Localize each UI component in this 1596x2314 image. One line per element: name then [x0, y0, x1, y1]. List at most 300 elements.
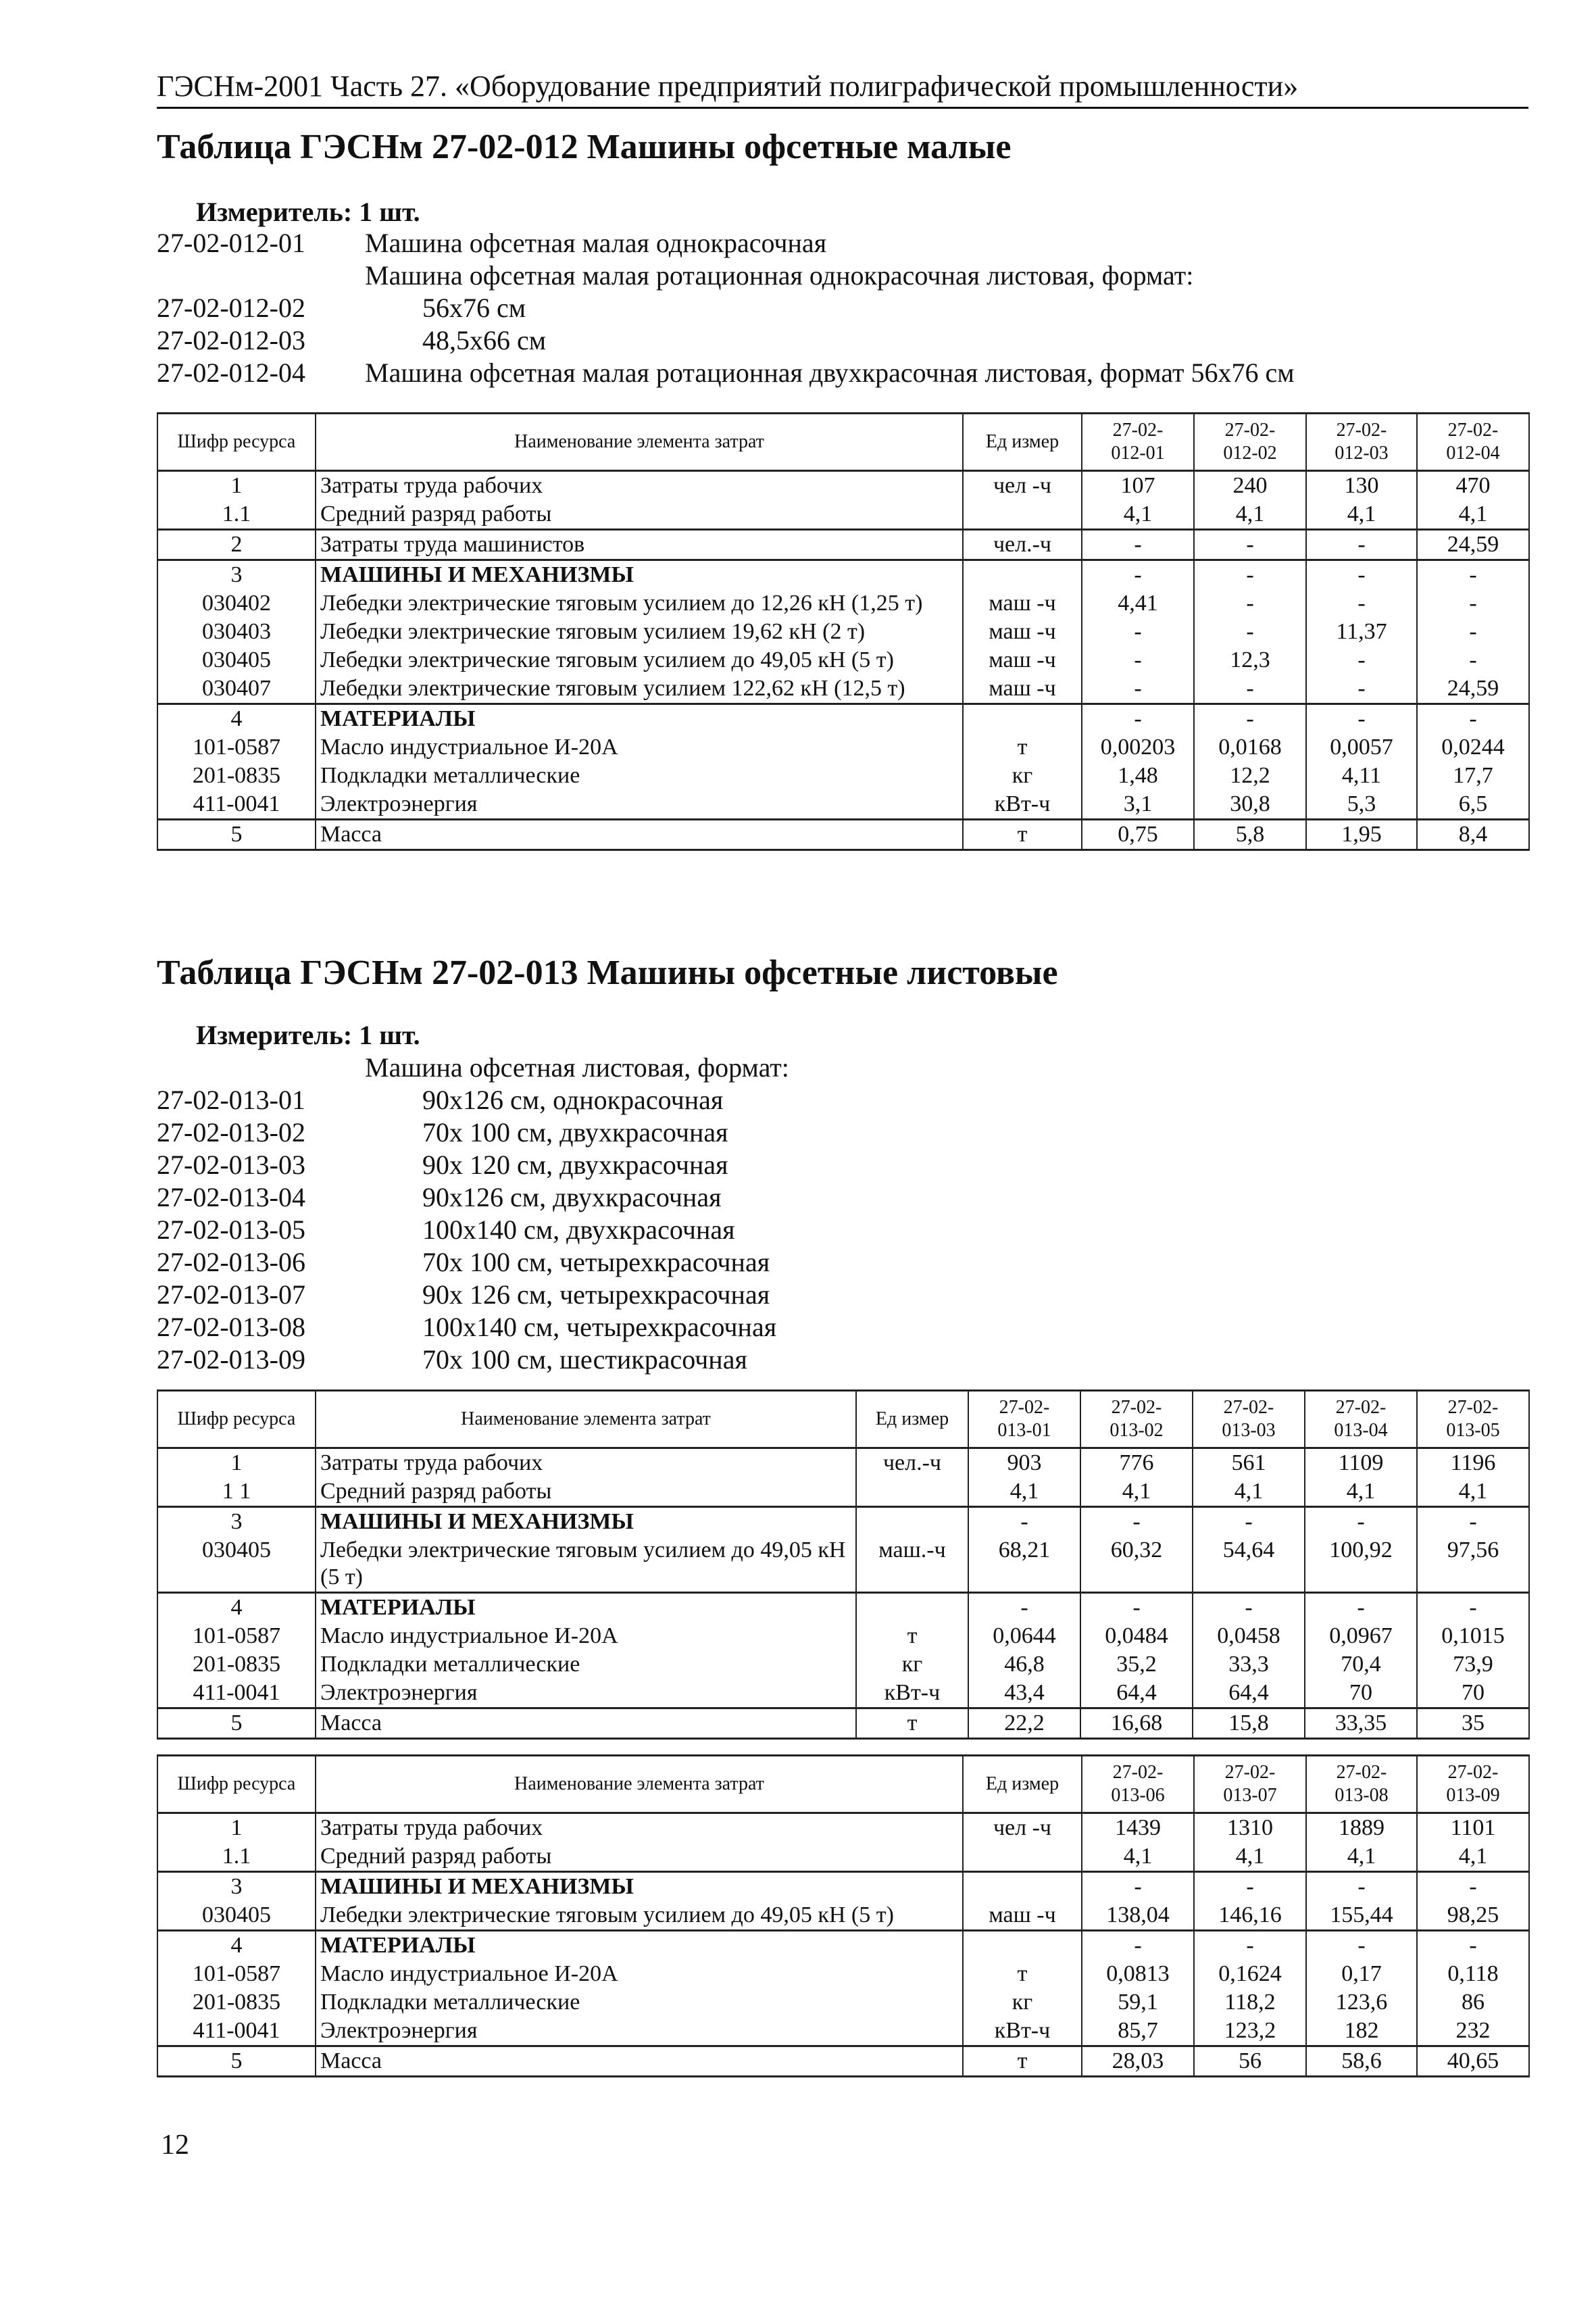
work-description: 70х 100 см, четырехкрасочная [422, 1247, 770, 1277]
table-row [157, 1679, 1529, 1708]
resource-code: 101-0587 [157, 733, 316, 762]
norm-value: 17,7 [1417, 762, 1529, 790]
resource-name: Масса [316, 1708, 856, 1739]
norm-value: 1196 [1417, 1448, 1529, 1478]
resource-name: Средний разряд работы [316, 1842, 963, 1872]
norm-value: - [1417, 1593, 1529, 1623]
resource-name: Лебедки электрические тяговым усилием до 12,26 кН (1,25 т) [316, 589, 963, 618]
norm-value: - [1082, 1931, 1194, 1961]
table-row [157, 618, 1529, 646]
resource-name: Масса [316, 820, 963, 850]
norm-value: 15,8 [1193, 1708, 1305, 1739]
norm-value: - [1306, 674, 1417, 704]
resource-name: Масло индустриальное И-20А [316, 733, 963, 762]
norm-value: 0,0244 [1417, 733, 1529, 762]
table-row [157, 500, 1529, 530]
norm-value: 0,17 [1306, 1960, 1417, 1988]
resource-name: Лебедки электрические тяговым усилием до 49,05 кН (5 т) [316, 646, 963, 674]
resource-code: 1 [157, 471, 316, 501]
resource-code: 411-0041 [157, 790, 316, 820]
resource-unit: т [963, 733, 1082, 762]
resource-unit: чел -ч [963, 471, 1082, 501]
norm-value: - [1417, 1872, 1529, 1902]
work-description: Машина офсетная малая ротационная двухкрасочная листовая, формат 56х76 см [365, 358, 1295, 388]
header-unit: Ед измер [963, 1756, 1082, 1813]
norm-value: 4,1 [1417, 1477, 1529, 1507]
resource-name: Подкладки металлические [316, 1988, 963, 2017]
table-title-27-02-013: Таблица ГЭСНм 27-02-013 Машины офсетные листовые [157, 954, 1058, 992]
norm-value: 0,1624 [1194, 1960, 1306, 1988]
norm-value: - [1417, 1507, 1529, 1537]
norm-value: 4,41 [1082, 589, 1194, 618]
code-list-item [157, 1214, 1528, 1246]
page-number: 12 [161, 2130, 189, 2161]
resource-unit: чел.-ч [963, 530, 1082, 560]
resource-code: 4 [157, 1931, 316, 1961]
resource-code: 030405 [157, 646, 316, 674]
header-name: Наименование элемента затрат [316, 1391, 856, 1448]
work-description: 90х126 см, однокрасочная [422, 1085, 724, 1115]
norm-value: 232 [1417, 2017, 1529, 2046]
header-norm-code: 27-02- 013-06 [1082, 1756, 1194, 1813]
norm-value: 28,03 [1082, 2046, 1194, 2077]
norm-value: 70 [1305, 1679, 1417, 1708]
resource-name: Средний разряд работы [316, 500, 963, 530]
norm-value: 12,2 [1194, 762, 1306, 790]
resource-unit: т [963, 2046, 1082, 2077]
resource-name: Средний разряд работы [316, 1477, 856, 1507]
norm-value: 12,3 [1194, 646, 1306, 674]
resource-table-27-02-013-a [157, 1389, 1530, 1740]
header-norm-code: 27-02- 013-03 [1193, 1391, 1305, 1448]
resource-name: МАТЕРИАЛЫ [316, 1931, 963, 1961]
norm-value: 54,64 [1193, 1536, 1305, 1593]
resource-name: Затраты труда рабочих [316, 1813, 963, 1843]
table-row [157, 2046, 1529, 2077]
norm-value: 0,0644 [968, 1622, 1080, 1650]
resource-unit [963, 704, 1082, 734]
norm-value: - [1194, 589, 1306, 618]
code-list-item [157, 357, 1528, 389]
norm-value: 155,44 [1306, 1901, 1417, 1931]
norm-value: 35 [1417, 1708, 1529, 1739]
work-description: 100х140 см, четырехкрасочная [422, 1312, 777, 1342]
resource-name: МАТЕРИАЛЫ [316, 704, 963, 734]
work-description: 90х 120 см, двухкрасочная [422, 1150, 728, 1180]
work-description: Машина офсетная листовая, формат: [365, 1052, 789, 1083]
resource-code: 1.1 [157, 500, 316, 530]
resource-code: 4 [157, 704, 316, 734]
norm-value: - [1082, 646, 1194, 674]
resource-name: Лебедки электрические тяговым усилием 122,62 кН (12,5 т) [316, 674, 963, 704]
header-name: Наименование элемента затрат [316, 1756, 963, 1813]
norm-value: 118,2 [1194, 1988, 1306, 2017]
code-list-item [157, 324, 1528, 357]
header-code: Шифр ресурса [157, 1756, 316, 1813]
norm-value: - [1306, 530, 1417, 560]
norm-value: 470 [1417, 471, 1529, 501]
norm-value: 0,0057 [1306, 733, 1417, 762]
norm-value: 24,59 [1417, 530, 1529, 560]
work-code: 27-02-013-06 [157, 1247, 305, 1277]
norm-value: - [1082, 674, 1194, 704]
norm-value: 46,8 [968, 1650, 1080, 1679]
norm-value: 64,4 [1193, 1679, 1305, 1708]
resource-table-27-02-012 [157, 412, 1530, 851]
resource-code: 1 [157, 1448, 316, 1478]
norm-value: - [1082, 704, 1194, 734]
header-norm-code: 27-02- 013-07 [1194, 1756, 1306, 1813]
resource-unit [963, 500, 1082, 530]
resource-name: Лебедки электрические тяговым усилием 19,62 кН (2 т) [316, 618, 963, 646]
code-list-item [157, 1116, 1528, 1149]
header-norm-code: 27-02- 013-05 [1417, 1391, 1529, 1448]
header-norm-code: 27-02- 013-04 [1305, 1391, 1417, 1448]
norm-value: - [1194, 1872, 1306, 1902]
meter-value: 1 шт. [359, 1020, 420, 1050]
header-code: Шифр ресурса [157, 1391, 316, 1448]
resource-unit [963, 560, 1082, 590]
norm-value: 130 [1306, 471, 1417, 501]
norm-value: 6,5 [1417, 790, 1529, 820]
header-norm-code: 27-02- 012-03 [1306, 414, 1417, 471]
norm-value: 86 [1417, 1988, 1529, 2017]
norm-value: - [1194, 704, 1306, 734]
work-description: 70х 100 см, шестикрасочная [422, 1344, 747, 1375]
table-row [157, 820, 1529, 850]
work-description: 56х76 см [422, 293, 526, 323]
work-code: 27-02-012-04 [157, 358, 305, 388]
norm-value: - [968, 1507, 1080, 1537]
norm-value: 8,4 [1417, 820, 1529, 850]
norm-value: - [1417, 560, 1529, 590]
norm-value: 4,1 [1417, 1842, 1529, 1872]
norm-value: 97,56 [1417, 1536, 1529, 1593]
code-list-item [157, 1181, 1528, 1214]
norm-value: - [1194, 530, 1306, 560]
norm-value: 24,59 [1417, 674, 1529, 704]
page-header: ГЭСНм-2001 Часть 27. «Оборудование предприятий полиграфической промышленности» [157, 68, 1528, 109]
resource-code: 030403 [157, 618, 316, 646]
work-code: 27-02-013-04 [157, 1182, 305, 1212]
norm-value: 123,6 [1306, 1988, 1417, 2017]
resource-code: 5 [157, 2046, 316, 2077]
norm-value: 56 [1194, 2046, 1306, 2077]
table-title-27-02-012: Таблица ГЭСНм 27-02-012 Машины офсетные малые [157, 128, 1012, 166]
norm-value: 0,75 [1082, 820, 1194, 850]
work-code: 27-02-013-01 [157, 1085, 305, 1115]
norm-value: 0,0813 [1082, 1960, 1194, 1988]
resource-name: Масло индустриальное И-20А [316, 1622, 856, 1650]
resource-code: 3 [157, 560, 316, 590]
table-row [157, 790, 1529, 820]
resource-unit: кВт-ч [963, 790, 1082, 820]
meter-line [196, 1019, 420, 1051]
norm-value: 1109 [1305, 1448, 1417, 1478]
norm-value: 70,4 [1305, 1650, 1417, 1679]
code-list-item [157, 292, 1528, 324]
norm-value: 561 [1193, 1448, 1305, 1478]
work-description: Машина офсетная малая однокрасочная [365, 228, 827, 258]
norm-value: 43,4 [968, 1679, 1080, 1708]
work-code: 27-02-012-01 [157, 228, 305, 258]
norm-value: - [1417, 704, 1529, 734]
norm-value: 138,04 [1082, 1901, 1194, 1931]
resource-code: 1 [157, 1813, 316, 1843]
norm-value: 5,3 [1306, 790, 1417, 820]
resource-code: 030405 [157, 1901, 316, 1931]
norm-value: 776 [1080, 1448, 1193, 1478]
norm-value: - [1082, 618, 1194, 646]
norm-value: - [968, 1593, 1080, 1623]
resource-name: Масло индустриальное И-20А [316, 1960, 963, 1988]
norm-value: - [1305, 1593, 1417, 1623]
norm-value: 146,16 [1194, 1901, 1306, 1931]
code-list-item [157, 1279, 1528, 1311]
header-name: Наименование элемента затрат [316, 414, 963, 471]
norm-value: 4,11 [1306, 762, 1417, 790]
resource-unit [963, 1842, 1082, 1872]
table-row [157, 560, 1529, 590]
resource-name: Затраты труда машинистов [316, 530, 963, 560]
resource-code: 030402 [157, 589, 316, 618]
code-list-27-02-013 [157, 1052, 1528, 1376]
resource-code: 030405 [157, 1536, 316, 1593]
table-row [157, 1507, 1529, 1537]
norm-value: 4,1 [1305, 1477, 1417, 1507]
resource-code: 411-0041 [157, 1679, 316, 1708]
work-code: 27-02-013-05 [157, 1214, 305, 1245]
norm-value: 40,65 [1417, 2046, 1529, 2077]
header-norm-code: 27-02- 013-09 [1417, 1756, 1529, 1813]
norm-value: 3,1 [1082, 790, 1194, 820]
code-list-item [157, 1246, 1528, 1279]
norm-value: 0,00203 [1082, 733, 1194, 762]
meter-label: Измеритель: [196, 197, 353, 227]
norm-value: 30,8 [1194, 790, 1306, 820]
resource-unit: т [963, 1960, 1082, 1988]
norm-value: 85,7 [1082, 2017, 1194, 2046]
resource-name: МАШИНЫ И МЕХАНИЗМЫ [316, 560, 963, 590]
resource-unit [856, 1477, 968, 1507]
table-row [157, 2017, 1529, 2046]
resource-name: МАШИНЫ И МЕХАНИЗМЫ [316, 1872, 963, 1902]
norm-value: 1,48 [1082, 762, 1194, 790]
table-row [157, 646, 1529, 674]
resource-unit: кг [963, 1988, 1082, 2017]
norm-value: 35,2 [1080, 1650, 1193, 1679]
norm-value: - [1194, 674, 1306, 704]
norm-value: - [1193, 1507, 1305, 1537]
norm-value: - [1080, 1507, 1193, 1537]
norm-value: 0,0967 [1305, 1622, 1417, 1650]
norm-value: 58,6 [1306, 2046, 1417, 2077]
norm-value: 4,1 [1080, 1477, 1193, 1507]
norm-value: 4,1 [1194, 1842, 1306, 1872]
resource-code: 5 [157, 820, 316, 850]
table-row [157, 1960, 1529, 1988]
norm-value: 33,3 [1193, 1650, 1305, 1679]
norm-value: 60,32 [1080, 1536, 1193, 1593]
resource-unit: маш -ч [963, 646, 1082, 674]
header-unit: Ед измер [856, 1391, 968, 1448]
norm-value: 4,1 [1417, 500, 1529, 530]
resource-name: Лебедки электрические тяговым усилием до 49,05 кН (5 т) [316, 1536, 856, 1593]
norm-value: 123,2 [1194, 2017, 1306, 2046]
resource-code: 4 [157, 1593, 316, 1623]
header-unit: Ед измер [963, 414, 1082, 471]
resource-unit: кВт-ч [963, 2017, 1082, 2046]
table-row [157, 1842, 1529, 1872]
table-row [157, 1931, 1529, 1961]
work-code: 27-02-013-07 [157, 1279, 305, 1310]
resource-code: 201-0835 [157, 1988, 316, 2017]
norm-value: 0,0458 [1193, 1622, 1305, 1650]
resource-unit: маш -ч [963, 1901, 1082, 1931]
work-code: 27-02-013-03 [157, 1150, 305, 1180]
code-list-item [157, 1084, 1528, 1116]
norm-value: 4,1 [1194, 500, 1306, 530]
resource-unit: маш -ч [963, 674, 1082, 704]
resource-name: Электроэнергия [316, 790, 963, 820]
norm-value: 59,1 [1082, 1988, 1194, 2017]
norm-value: - [1082, 1872, 1194, 1902]
work-code: 27-02-013-02 [157, 1117, 305, 1148]
code-list-item [157, 1052, 1528, 1084]
norm-value: 33,35 [1305, 1708, 1417, 1739]
norm-value: - [1306, 589, 1417, 618]
resource-unit [963, 1931, 1082, 1961]
norm-value: 4,1 [1306, 1842, 1417, 1872]
table-row [157, 1593, 1529, 1623]
norm-value: 11,37 [1306, 618, 1417, 646]
resource-unit [856, 1507, 968, 1537]
table-row [157, 1872, 1529, 1902]
resource-name: Затраты труда рабочих [316, 471, 963, 501]
table-row [157, 762, 1529, 790]
norm-value: 107 [1082, 471, 1194, 501]
norm-value: 1101 [1417, 1813, 1529, 1843]
norm-value: 1439 [1082, 1813, 1194, 1843]
resource-code: 101-0587 [157, 1622, 316, 1650]
norm-value: 4,1 [1193, 1477, 1305, 1507]
resource-name: Подкладки металлические [316, 1650, 856, 1679]
resource-code: 101-0587 [157, 1960, 316, 1988]
table-row [157, 530, 1529, 560]
norm-value: 182 [1306, 2017, 1417, 2046]
resource-unit: кг [856, 1650, 968, 1679]
work-code: 27-02-012-03 [157, 325, 305, 355]
norm-value: 22,2 [968, 1708, 1080, 1739]
resource-code: 201-0835 [157, 1650, 316, 1679]
work-description: 48,5х66 см [422, 325, 547, 355]
resource-unit: т [856, 1622, 968, 1650]
resource-unit [856, 1593, 968, 1623]
resource-unit: т [856, 1708, 968, 1739]
resource-name: Затраты труда рабочих [316, 1448, 856, 1478]
code-list-item [157, 260, 1528, 292]
code-list-item [157, 227, 1528, 260]
header-norm-code: 27-02- 013-01 [968, 1391, 1080, 1448]
table-row [157, 733, 1529, 762]
norm-value: - [1193, 1593, 1305, 1623]
table-row [157, 1622, 1529, 1650]
norm-value: 0,0168 [1194, 733, 1306, 762]
resource-name: Электроэнергия [316, 1679, 856, 1708]
resource-name: Лебедки электрические тяговым усилием до 49,05 кН (5 т) [316, 1901, 963, 1931]
meter-label: Измеритель: [196, 1020, 353, 1050]
resource-code: 5 [157, 1708, 316, 1739]
norm-value: 1,95 [1306, 820, 1417, 850]
header-norm-code: 27-02- 013-08 [1306, 1756, 1417, 1813]
work-description: 70х 100 см, двухкрасочная [422, 1117, 728, 1148]
meter-line [196, 196, 420, 228]
table-row [157, 1901, 1529, 1931]
norm-value: 903 [968, 1448, 1080, 1478]
norm-value: - [1194, 1931, 1306, 1961]
table-row [157, 1477, 1529, 1507]
header-norm-code: 27-02- 013-02 [1080, 1391, 1193, 1448]
norm-value: 4,1 [1306, 500, 1417, 530]
header-norm-code: 27-02- 012-02 [1194, 414, 1306, 471]
norm-value: - [1417, 589, 1529, 618]
code-list-item [157, 1344, 1528, 1376]
norm-value: 4,1 [1082, 1842, 1194, 1872]
header-norm-code: 27-02- 012-04 [1417, 414, 1529, 471]
resource-code: 411-0041 [157, 2017, 316, 2046]
table-row [157, 674, 1529, 704]
norm-value: 0,1015 [1417, 1622, 1529, 1650]
norm-value: 1310 [1194, 1813, 1306, 1843]
resource-unit: чел -ч [963, 1813, 1082, 1843]
norm-value: - [1306, 704, 1417, 734]
resource-name: МАТЕРИАЛЫ [316, 1593, 856, 1623]
work-description: 90х126 см, двухкрасочная [422, 1182, 722, 1212]
norm-value: - [1082, 530, 1194, 560]
resource-unit: маш -ч [963, 589, 1082, 618]
resource-unit [963, 1872, 1082, 1902]
work-code: 27-02-013-08 [157, 1312, 305, 1342]
norm-value: - [1305, 1507, 1417, 1537]
table-row [157, 1536, 1529, 1593]
norm-value: 73,9 [1417, 1650, 1529, 1679]
norm-value: 100,92 [1305, 1536, 1417, 1593]
norm-value: 70 [1417, 1679, 1529, 1708]
header-code: Шифр ресурса [157, 414, 316, 471]
norm-value: 98,25 [1417, 1901, 1529, 1931]
resource-name: МАШИНЫ И МЕХАНИЗМЫ [316, 1507, 856, 1537]
resource-unit: маш.-ч [856, 1536, 968, 1593]
table-row [157, 1650, 1529, 1679]
norm-value: - [1080, 1593, 1193, 1623]
norm-value: 1889 [1306, 1813, 1417, 1843]
resource-unit: кг [963, 762, 1082, 790]
resource-unit: чел.-ч [856, 1448, 968, 1478]
norm-value: 4,1 [1082, 500, 1194, 530]
work-code: 27-02-012-02 [157, 293, 305, 323]
resource-code: 2 [157, 530, 316, 560]
norm-value: - [1306, 1872, 1417, 1902]
table-row [157, 471, 1529, 501]
resource-code: 1.1 [157, 1842, 316, 1872]
norm-value: - [1417, 646, 1529, 674]
norm-value: 5,8 [1194, 820, 1306, 850]
resource-code: 3 [157, 1507, 316, 1537]
norm-value: - [1194, 560, 1306, 590]
resource-code: 030407 [157, 674, 316, 704]
work-description: Машина офсетная малая ротационная однокрасочная листовая, формат: [365, 260, 1194, 291]
code-list-27-02-012 [157, 227, 1528, 389]
